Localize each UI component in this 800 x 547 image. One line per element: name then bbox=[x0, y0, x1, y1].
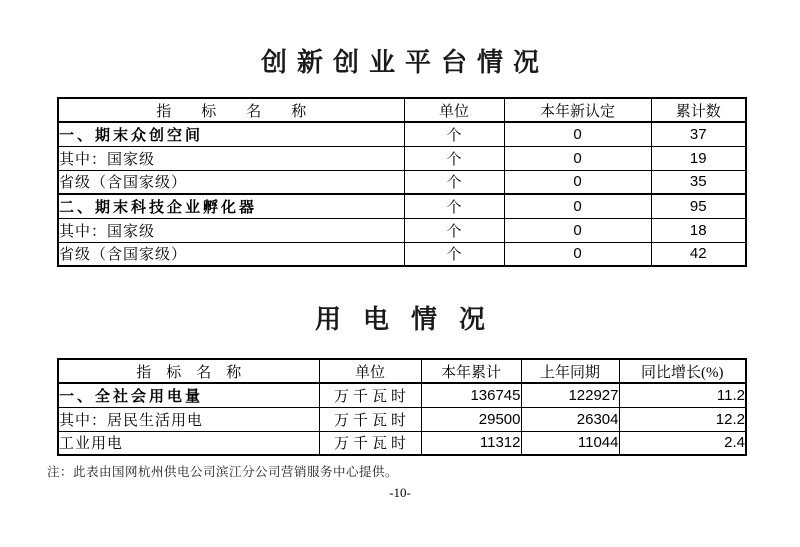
table-row bbox=[58, 431, 746, 455]
value-cell: 18 bbox=[651, 218, 746, 242]
value-cell: 37 bbox=[651, 122, 746, 146]
col-header-cumulative: 累计数 bbox=[651, 98, 746, 122]
unit-cell: 个 bbox=[404, 218, 504, 242]
electricity-table-header-row bbox=[58, 359, 746, 383]
table-row bbox=[58, 122, 746, 146]
indicator-label-cell: 其中：国家级 bbox=[58, 146, 404, 170]
value-cell: 0 bbox=[504, 242, 651, 266]
indicator-label-cell: 工业用电 bbox=[58, 431, 319, 455]
value-cell: 19 bbox=[651, 146, 746, 170]
indicator-label-cell: 二、期末科技企业孵化器 bbox=[58, 194, 404, 218]
value-cell: 0 bbox=[504, 194, 651, 218]
col-header-new-this-year: 本年新认定 bbox=[504, 98, 651, 122]
indicator-label-cell: 省级（含国家级） bbox=[58, 170, 404, 194]
table-row bbox=[58, 146, 746, 170]
col-header-yoy-growth: 同比增长(%) bbox=[619, 359, 746, 383]
table-row bbox=[58, 194, 746, 218]
value-cell: 0 bbox=[504, 122, 651, 146]
value-cell: 35 bbox=[651, 170, 746, 194]
table-row bbox=[58, 170, 746, 194]
electricity-table bbox=[57, 358, 747, 456]
footnote: 注：此表由国网杭州供电公司滨江分公司营销服务中心提供。 bbox=[47, 465, 399, 479]
col-header-unit: 单位 bbox=[319, 359, 421, 383]
unit-cell: 个 bbox=[404, 242, 504, 266]
value-cell: 0 bbox=[504, 170, 651, 194]
value-cell: 42 bbox=[651, 242, 746, 266]
value-cell: 11.2 bbox=[619, 383, 746, 407]
platform-table-header-row bbox=[58, 98, 746, 122]
value-cell: 136745 bbox=[421, 383, 521, 407]
col-header-indicator-name: 指 标 名 称 bbox=[58, 359, 319, 383]
col-header-ytd: 本年累计 bbox=[421, 359, 521, 383]
col-header-prev-period: 上年同期 bbox=[521, 359, 619, 383]
table-row bbox=[58, 242, 746, 266]
unit-cell: 个 bbox=[404, 194, 504, 218]
value-cell: 11312 bbox=[421, 431, 521, 455]
value-cell: 0 bbox=[504, 218, 651, 242]
col-header-indicator-name: 指 标 名 称 bbox=[58, 98, 404, 122]
value-cell: 12.2 bbox=[619, 407, 746, 431]
table-row bbox=[58, 383, 746, 407]
value-cell: 2.4 bbox=[619, 431, 746, 455]
unit-cell: 个 bbox=[404, 122, 504, 146]
unit-cell: 个 bbox=[404, 170, 504, 194]
col-header-unit: 单位 bbox=[404, 98, 504, 122]
platform-table-title: 创新创业平台情况 bbox=[260, 47, 549, 77]
table-row bbox=[58, 407, 746, 431]
unit-cell: 万千瓦时 bbox=[319, 431, 421, 455]
value-cell: 95 bbox=[651, 194, 746, 218]
value-cell: 122927 bbox=[521, 383, 619, 407]
page-number: -10- bbox=[389, 485, 411, 500]
value-cell: 29500 bbox=[421, 407, 521, 431]
value-cell: 26304 bbox=[521, 407, 619, 431]
value-cell: 0 bbox=[504, 146, 651, 170]
unit-cell: 万千瓦时 bbox=[319, 383, 421, 407]
indicator-label-cell: 省级（含国家级） bbox=[58, 242, 404, 266]
unit-cell: 个 bbox=[404, 146, 504, 170]
indicator-label-cell: 一、期末众创空间 bbox=[58, 122, 404, 146]
value-cell: 11044 bbox=[521, 431, 619, 455]
unit-cell: 万千瓦时 bbox=[319, 407, 421, 431]
table-row bbox=[58, 218, 746, 242]
indicator-label-cell: 一、全社会用电量 bbox=[58, 383, 319, 407]
indicator-label-cell: 其中：居民生活用电 bbox=[58, 407, 319, 431]
indicator-label-cell: 其中：国家级 bbox=[58, 218, 404, 242]
platform-table bbox=[57, 97, 747, 267]
electricity-table-title: 用电情况 bbox=[314, 304, 507, 334]
